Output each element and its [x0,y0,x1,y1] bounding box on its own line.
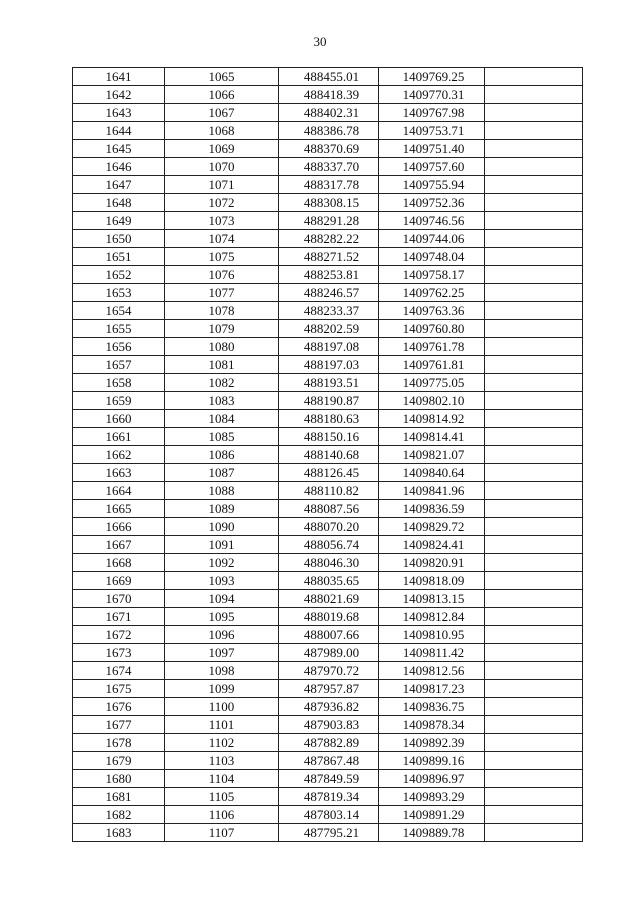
point-number-cell: 1680 [73,770,165,788]
point-number-cell: 1644 [73,122,165,140]
note-cell [485,428,583,446]
table-row [73,464,583,482]
x-coordinate-cell: 488190.87 [279,392,379,410]
table-row [73,446,583,464]
table-row [73,194,583,212]
point-number-cell: 1641 [73,68,165,86]
y-coordinate-cell: 1409896.97 [379,770,485,788]
table-row [73,518,583,536]
point-number-cell: 1655 [73,320,165,338]
point-number-cell: 1664 [73,482,165,500]
y-coordinate-cell: 1409817.23 [379,680,485,698]
x-coordinate-cell: 488253.81 [279,266,379,284]
table-row [73,158,583,176]
y-coordinate-cell: 1409746.56 [379,212,485,230]
table-body [73,68,583,842]
y-coordinate-cell: 1409802.10 [379,392,485,410]
table-row [73,230,583,248]
point-number-cell: 1656 [73,338,165,356]
note-cell [485,572,583,590]
y-coordinate-cell: 1409757.60 [379,158,485,176]
note-cell [485,824,583,842]
point-number-cell: 1651 [73,248,165,266]
sequence-number-cell: 1091 [165,536,279,554]
sequence-number-cell: 1097 [165,644,279,662]
y-coordinate-cell: 1409829.72 [379,518,485,536]
sequence-number-cell: 1087 [165,464,279,482]
note-cell [485,392,583,410]
point-number-cell: 1681 [73,788,165,806]
x-coordinate-cell: 487849.59 [279,770,379,788]
table-row [73,104,583,122]
sequence-number-cell: 1101 [165,716,279,734]
sequence-number-cell: 1089 [165,500,279,518]
note-cell [485,752,583,770]
table-row [73,248,583,266]
table-row [73,788,583,806]
table-row [73,662,583,680]
table-row [73,752,583,770]
point-number-cell: 1670 [73,590,165,608]
y-coordinate-cell: 1409889.78 [379,824,485,842]
y-coordinate-cell: 1409814.92 [379,410,485,428]
point-number-cell: 1682 [73,806,165,824]
note-cell [485,716,583,734]
note-cell [485,734,583,752]
x-coordinate-cell: 488035.65 [279,572,379,590]
sequence-number-cell: 1084 [165,410,279,428]
y-coordinate-cell: 1409899.16 [379,752,485,770]
x-coordinate-cell: 488455.01 [279,68,379,86]
table-row [73,122,583,140]
note-cell [485,158,583,176]
note-cell [485,194,583,212]
point-number-cell: 1665 [73,500,165,518]
note-cell [485,86,583,104]
point-number-cell: 1647 [73,176,165,194]
table-row [73,86,583,104]
point-number-cell: 1657 [73,356,165,374]
note-cell [485,770,583,788]
y-coordinate-cell: 1409840.64 [379,464,485,482]
sequence-number-cell: 1085 [165,428,279,446]
y-coordinate-cell: 1409763.36 [379,302,485,320]
y-coordinate-cell: 1409762.25 [379,284,485,302]
table-row [73,410,583,428]
y-coordinate-cell: 1409893.29 [379,788,485,806]
table-row [73,536,583,554]
table-row [73,320,583,338]
coordinates-table [72,67,583,842]
note-cell [485,500,583,518]
sequence-number-cell: 1080 [165,338,279,356]
sequence-number-cell: 1073 [165,212,279,230]
y-coordinate-cell: 1409812.84 [379,608,485,626]
sequence-number-cell: 1103 [165,752,279,770]
y-coordinate-cell: 1409767.98 [379,104,485,122]
table-row [73,266,583,284]
y-coordinate-cell: 1409770.31 [379,86,485,104]
note-cell [485,68,583,86]
note-cell [485,140,583,158]
x-coordinate-cell: 488233.37 [279,302,379,320]
y-coordinate-cell: 1409812.56 [379,662,485,680]
y-coordinate-cell: 1409810.95 [379,626,485,644]
x-coordinate-cell: 487819.34 [279,788,379,806]
point-number-cell: 1643 [73,104,165,122]
sequence-number-cell: 1075 [165,248,279,266]
table-row [73,176,583,194]
note-cell [485,608,583,626]
table-row [73,698,583,716]
note-cell [485,698,583,716]
point-number-cell: 1669 [73,572,165,590]
y-coordinate-cell: 1409891.29 [379,806,485,824]
x-coordinate-cell: 488197.08 [279,338,379,356]
sequence-number-cell: 1076 [165,266,279,284]
point-number-cell: 1668 [73,554,165,572]
table-row [73,140,583,158]
sequence-number-cell: 1067 [165,104,279,122]
point-number-cell: 1645 [73,140,165,158]
sequence-number-cell: 1090 [165,518,279,536]
x-coordinate-cell: 488126.45 [279,464,379,482]
sequence-number-cell: 1081 [165,356,279,374]
page-number: 30 [313,34,327,49]
table-row [73,716,583,734]
y-coordinate-cell: 1409769.25 [379,68,485,86]
note-cell [485,482,583,500]
table-row [73,734,583,752]
note-cell [485,662,583,680]
note-cell [485,680,583,698]
sequence-number-cell: 1098 [165,662,279,680]
sequence-number-cell: 1094 [165,590,279,608]
note-cell [485,464,583,482]
sequence-number-cell: 1082 [165,374,279,392]
point-number-cell: 1658 [73,374,165,392]
note-cell [485,626,583,644]
sequence-number-cell: 1086 [165,446,279,464]
sequence-number-cell: 1068 [165,122,279,140]
x-coordinate-cell: 488271.52 [279,248,379,266]
note-cell [485,374,583,392]
note-cell [485,122,583,140]
y-coordinate-cell: 1409836.75 [379,698,485,716]
table-row [73,806,583,824]
point-number-cell: 1676 [73,698,165,716]
sequence-number-cell: 1074 [165,230,279,248]
y-coordinate-cell: 1409775.05 [379,374,485,392]
table-row [73,338,583,356]
note-cell [485,644,583,662]
point-number-cell: 1677 [73,716,165,734]
note-cell [485,248,583,266]
y-coordinate-cell: 1409836.59 [379,500,485,518]
x-coordinate-cell: 487957.87 [279,680,379,698]
y-coordinate-cell: 1409813.15 [379,590,485,608]
point-number-cell: 1672 [73,626,165,644]
y-coordinate-cell: 1409758.17 [379,266,485,284]
note-cell [485,518,583,536]
point-number-cell: 1650 [73,230,165,248]
sequence-number-cell: 1088 [165,482,279,500]
table-row [73,428,583,446]
table-row [73,680,583,698]
y-coordinate-cell: 1409814.41 [379,428,485,446]
table-row [73,590,583,608]
note-cell [485,104,583,122]
x-coordinate-cell: 488193.51 [279,374,379,392]
x-coordinate-cell: 488370.69 [279,140,379,158]
table-row [73,770,583,788]
sequence-number-cell: 1078 [165,302,279,320]
sequence-number-cell: 1077 [165,284,279,302]
x-coordinate-cell: 488019.68 [279,608,379,626]
point-number-cell: 1660 [73,410,165,428]
x-coordinate-cell: 488246.57 [279,284,379,302]
table-row [73,572,583,590]
y-coordinate-cell: 1409761.78 [379,338,485,356]
sequence-number-cell: 1102 [165,734,279,752]
x-coordinate-cell: 487795.21 [279,824,379,842]
x-coordinate-cell: 488197.03 [279,356,379,374]
sequence-number-cell: 1070 [165,158,279,176]
point-number-cell: 1654 [73,302,165,320]
note-cell [485,212,583,230]
sequence-number-cell: 1079 [165,320,279,338]
point-number-cell: 1667 [73,536,165,554]
point-number-cell: 1662 [73,446,165,464]
x-coordinate-cell: 488087.56 [279,500,379,518]
x-coordinate-cell: 488402.31 [279,104,379,122]
y-coordinate-cell: 1409818.09 [379,572,485,590]
x-coordinate-cell: 488110.82 [279,482,379,500]
y-coordinate-cell: 1409878.34 [379,716,485,734]
sequence-number-cell: 1099 [165,680,279,698]
x-coordinate-cell: 487903.83 [279,716,379,734]
table-row [73,554,583,572]
note-cell [485,320,583,338]
note-cell [485,176,583,194]
point-number-cell: 1675 [73,680,165,698]
y-coordinate-cell: 1409821.07 [379,446,485,464]
table-row [73,392,583,410]
x-coordinate-cell: 487970.72 [279,662,379,680]
table-row [73,608,583,626]
point-number-cell: 1673 [73,644,165,662]
note-cell [485,536,583,554]
sequence-number-cell: 1072 [165,194,279,212]
y-coordinate-cell: 1409744.06 [379,230,485,248]
sequence-number-cell: 1083 [165,392,279,410]
note-cell [485,338,583,356]
point-number-cell: 1652 [73,266,165,284]
y-coordinate-cell: 1409811.42 [379,644,485,662]
x-coordinate-cell: 488202.59 [279,320,379,338]
x-coordinate-cell: 488418.39 [279,86,379,104]
note-cell [485,284,583,302]
note-cell [485,266,583,284]
x-coordinate-cell: 488056.74 [279,536,379,554]
x-coordinate-cell: 488140.68 [279,446,379,464]
y-coordinate-cell: 1409892.39 [379,734,485,752]
sequence-number-cell: 1093 [165,572,279,590]
point-number-cell: 1659 [73,392,165,410]
y-coordinate-cell: 1409761.81 [379,356,485,374]
sequence-number-cell: 1069 [165,140,279,158]
table-row [73,212,583,230]
point-number-cell: 1642 [73,86,165,104]
table-row [73,482,583,500]
point-number-cell: 1666 [73,518,165,536]
note-cell [485,590,583,608]
point-number-cell: 1663 [73,464,165,482]
y-coordinate-cell: 1409753.71 [379,122,485,140]
table-row [73,356,583,374]
x-coordinate-cell: 487867.48 [279,752,379,770]
y-coordinate-cell: 1409755.94 [379,176,485,194]
point-number-cell: 1661 [73,428,165,446]
x-coordinate-cell: 487803.14 [279,806,379,824]
x-coordinate-cell: 488021.69 [279,590,379,608]
point-number-cell: 1648 [73,194,165,212]
x-coordinate-cell: 488308.15 [279,194,379,212]
note-cell [485,302,583,320]
table-row [73,68,583,86]
sequence-number-cell: 1095 [165,608,279,626]
table-row [73,284,583,302]
x-coordinate-cell: 488180.63 [279,410,379,428]
sequence-number-cell: 1071 [165,176,279,194]
sequence-number-cell: 1107 [165,824,279,842]
note-cell [485,230,583,248]
y-coordinate-cell: 1409751.40 [379,140,485,158]
y-coordinate-cell: 1409841.96 [379,482,485,500]
y-coordinate-cell: 1409824.41 [379,536,485,554]
note-cell [485,410,583,428]
note-cell [485,446,583,464]
point-number-cell: 1679 [73,752,165,770]
x-coordinate-cell: 487882.89 [279,734,379,752]
point-number-cell: 1678 [73,734,165,752]
table-row [73,374,583,392]
y-coordinate-cell: 1409760.80 [379,320,485,338]
sequence-number-cell: 1105 [165,788,279,806]
point-number-cell: 1649 [73,212,165,230]
sequence-number-cell: 1096 [165,626,279,644]
y-coordinate-cell: 1409820.91 [379,554,485,572]
point-number-cell: 1674 [73,662,165,680]
sequence-number-cell: 1104 [165,770,279,788]
x-coordinate-cell: 487989.00 [279,644,379,662]
point-number-cell: 1653 [73,284,165,302]
point-number-cell: 1683 [73,824,165,842]
x-coordinate-cell: 488386.78 [279,122,379,140]
note-cell [485,356,583,374]
sequence-number-cell: 1092 [165,554,279,572]
table-row [73,500,583,518]
point-number-cell: 1671 [73,608,165,626]
point-number-cell: 1646 [73,158,165,176]
table-row [73,302,583,320]
x-coordinate-cell: 488007.66 [279,626,379,644]
note-cell [485,788,583,806]
x-coordinate-cell: 488337.70 [279,158,379,176]
table-row [73,824,583,842]
x-coordinate-cell: 488317.78 [279,176,379,194]
note-cell [485,806,583,824]
sequence-number-cell: 1065 [165,68,279,86]
y-coordinate-cell: 1409752.36 [379,194,485,212]
table-row [73,644,583,662]
x-coordinate-cell: 488046.30 [279,554,379,572]
note-cell [485,554,583,572]
x-coordinate-cell: 488070.20 [279,518,379,536]
x-coordinate-cell: 488150.16 [279,428,379,446]
y-coordinate-cell: 1409748.04 [379,248,485,266]
sequence-number-cell: 1100 [165,698,279,716]
x-coordinate-cell: 487936.82 [279,698,379,716]
x-coordinate-cell: 488282.22 [279,230,379,248]
table-row [73,626,583,644]
sequence-number-cell: 1106 [165,806,279,824]
sequence-number-cell: 1066 [165,86,279,104]
x-coordinate-cell: 488291.28 [279,212,379,230]
